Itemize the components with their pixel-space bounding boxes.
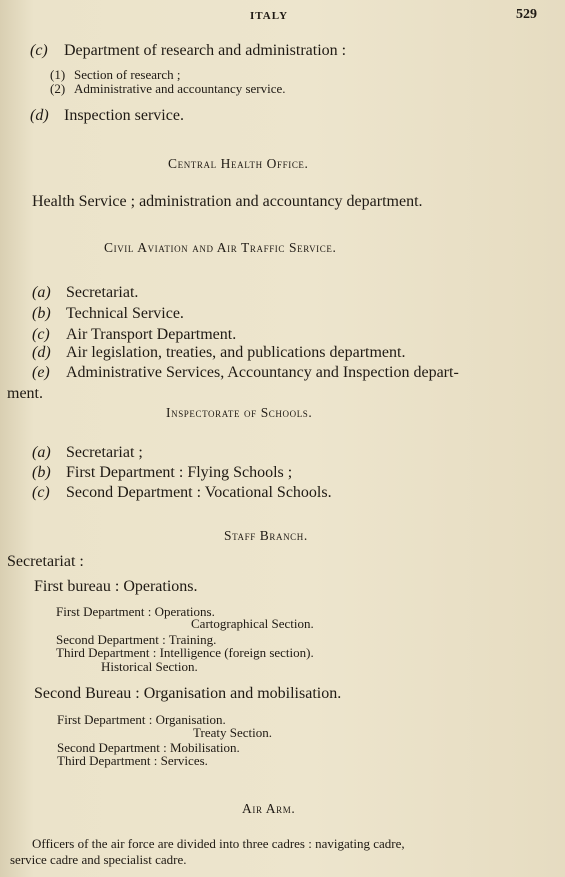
inspectorate-item-b <box>32 464 292 482</box>
item-label: (d) <box>30 107 49 124</box>
item-text: Administrative Services, Accountancy and Inspection depart- <box>66 364 459 381</box>
item-d <box>30 107 184 125</box>
item-text: Air Transport Department. <box>66 326 237 343</box>
item-text: Air legislation, treaties, and publications department. <box>66 344 406 361</box>
item-label: (b) <box>32 464 51 481</box>
item-text: First Department : Flying Schools ; <box>66 464 293 481</box>
item-text: Secretariat ; <box>66 444 143 461</box>
air-arm-line-2: service cadre and specialist cadre. <box>10 852 187 867</box>
fb-line-2: Cartographical Section. <box>191 616 314 631</box>
air-arm-line-1: Officers of the air force are divided into three cadres : navigating cadre, <box>32 836 405 851</box>
staff-secretariat: Secretariat : <box>7 553 84 570</box>
item-label: (c) <box>30 42 48 59</box>
item-c2 <box>50 81 286 97</box>
heading-civil-aviation: Civil Aviation and Air Traffic Service. <box>104 240 337 255</box>
item-label: (c) <box>32 484 50 501</box>
sb-line-3: Second Department : Mobilisation. <box>57 740 240 755</box>
sb-line-1: First Department : Organisation. <box>57 712 226 727</box>
aviation-continuation: ment. <box>7 385 43 402</box>
page-number: 529 <box>516 7 537 22</box>
item-text: Technical Service. <box>66 305 184 322</box>
item-c <box>30 42 346 60</box>
sb-line-4: Third Department : Services. <box>57 753 208 768</box>
item-text: Inspection service. <box>64 107 184 124</box>
item-text: Secretariat. <box>66 284 139 301</box>
item-label: (b) <box>32 305 51 322</box>
item-text: Administrative and accountancy service. <box>74 81 286 96</box>
item-label: (c) <box>32 326 50 343</box>
item-text: Second Department : Vocational Schools. <box>66 484 332 501</box>
inspectorate-item-a <box>32 444 143 462</box>
sb-line-2: Treaty Section. <box>193 725 272 740</box>
fb-line-3: Second Department : Training. <box>56 632 217 647</box>
inspectorate-item-c <box>32 484 332 502</box>
fb-line-5: Historical Section. <box>101 659 198 674</box>
heading-central-health: Central Health Office. <box>168 156 309 171</box>
aviation-item-b <box>32 305 184 323</box>
aviation-item-d <box>32 344 405 362</box>
item-text: Section of research ; <box>74 67 181 82</box>
first-bureau: First bureau : Operations. <box>34 578 198 595</box>
aviation-item-a <box>32 284 138 302</box>
item-label: (e) <box>32 364 50 381</box>
fb-line-1: First Department : Operations. <box>56 604 215 619</box>
heading-inspectorate: Inspectorate of Schools. <box>166 405 313 420</box>
central-health-line: Health Service ; administration and accountancy department. <box>32 193 423 210</box>
second-bureau: Second Bureau : Organisation and mobilisation. <box>34 685 342 702</box>
heading-staff-branch: Staff Branch. <box>224 528 308 543</box>
item-label: (2) <box>50 81 66 96</box>
aviation-item-e <box>32 364 459 382</box>
item-label: (d) <box>32 344 51 361</box>
aviation-item-c <box>32 326 236 344</box>
running-title: ITALY <box>250 10 289 22</box>
item-text: Department of research and administration : <box>64 42 347 59</box>
heading-air-arm: Air Arm. <box>242 801 296 816</box>
item-label: (a) <box>32 444 51 461</box>
item-label: (a) <box>32 284 51 301</box>
item-label: (1) <box>50 67 66 82</box>
fb-line-4: Third Department : Intelligence (foreign section). <box>56 645 314 660</box>
